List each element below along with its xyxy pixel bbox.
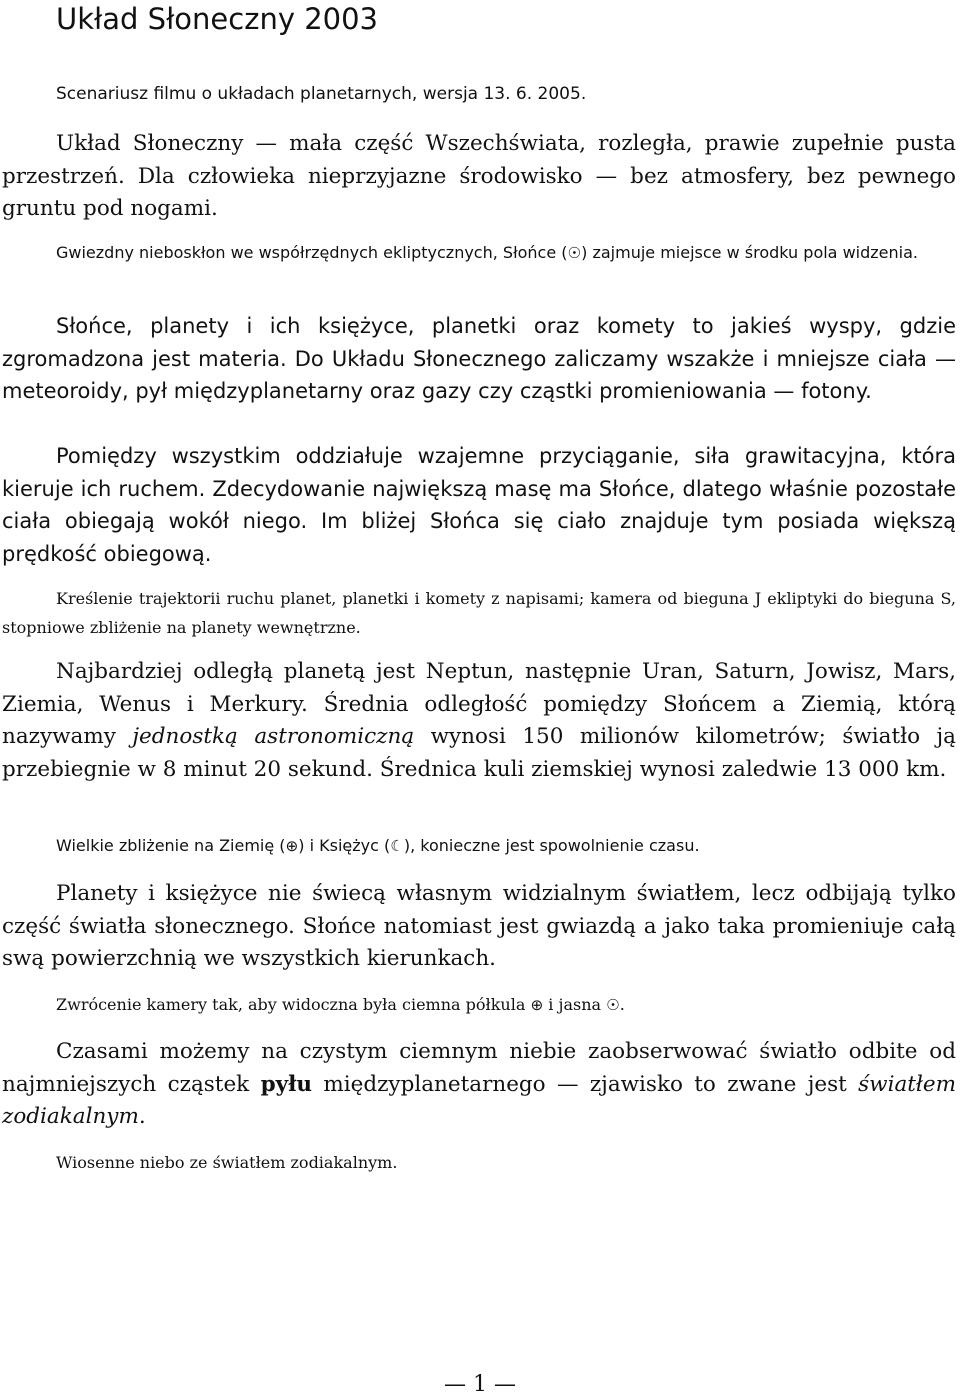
page-number: — 1 — (444, 1372, 516, 1397)
paragraph-intro: Układ Słoneczny — mała część Wszechświata, rozległa, prawie zupełnie pusta przestrzeń. Dla człowieka nieprzyjazne środowisko — bez atmosfery, bez pewnego gruntu pod nogami. (2, 131, 956, 221)
term-zodiacal-light: światłem zodiakalnym (2, 1071, 956, 1129)
paragraph-zodiacal-light (2, 1036, 956, 1134)
direction-text: ), konieczne jest spowolnienie czasu. (403, 836, 700, 855)
direction-trajectories: Kreślenie trajektorii ruchu planet, planetki i komety z napisami; kamera od bieguna J ekliptyki do bieguna S, stopniowe zbliżenie na planety wewnętrzne. (2, 589, 956, 637)
paragraph-text: . (138, 1104, 146, 1129)
direction-spring-sky: Wiosenne niebo ze światłem zodiakalnym. (56, 1153, 398, 1172)
sun-symbol-icon: ☉ (567, 244, 582, 262)
term-dust: pyłu (260, 1071, 312, 1097)
sun-symbol-icon: ☉ (606, 996, 620, 1014)
direction-text: i jasna (543, 995, 607, 1014)
earth-symbol-icon: ⊕ (285, 837, 299, 855)
direction-text: Zwrócenie kamery tak, aby widoczna była ciemna półkula (56, 995, 531, 1014)
paragraph-text: Najbardziej odległą planetą jest Neptun, następnie Uran, Saturn, Jowisz, Mars, Ziemia, Wenus i Merkury. Średnia odległość pomiędzy Słońcem a Ziemią, którą nazywamy (2, 659, 956, 749)
direction-text: ) zajmuje miejsce w środku pola widzenia. (581, 243, 918, 262)
paragraph-matter: Słońce, planety i ich księżyce, planetki oraz komety to jakieś wyspy, gdzie zgromadzona jest materia. Do Układu Słonecznego zaliczamy wszakże i mniejsze ciała — meteoroidy, pył międzyplanetarny oraz gazy czy cząstki promieniowania — fotony. (2, 314, 956, 403)
direction-text: Wielkie zbliżenie na Ziemię ( (56, 836, 286, 855)
earth-symbol-icon: ⊕ (530, 996, 544, 1014)
term-astronomical-unit: jednostką astronomiczną (132, 724, 415, 749)
direction-earth-moon (2, 831, 956, 861)
paragraph-distances (2, 656, 956, 786)
direction-text: Gwiezdny nieboskłon we współrzędnych ekliptycznych, Słońce ( (56, 243, 568, 262)
paragraph-text: wynosi 150 milionów kilometrów; światło ją przebiegnie w 8 minut 20 sekund. Średnica kuli ziemskiej wynosi zaledwie (2, 724, 956, 782)
paragraph-text: międzyplanetarnego — zjawisko to zwane jest (312, 1071, 859, 1097)
paragraph-gravity: Pomiędzy wszystkim oddziałuje wzajemne przyciąganie, siła grawitacyjna, która kieruje ich ruchem. Zdecydowanie największą masę ma Słońce, dlatego właśnie pozostałe ciała obiegają wokół niego. Im bliżej Słońca się ciało znajduje tym posiada większą prędkość obiegową. (2, 444, 956, 566)
paragraph-text: Czasami możemy na czystym ciemnym niebie zaobserwować światło odbite od najmniejszych cząstek (2, 1039, 956, 1097)
direction-text: ) i Księżyc ( (298, 836, 391, 855)
direction-sky (2, 238, 956, 268)
paragraph-light: Planety i księżyce nie świecą własnym widzialnym światłem, lecz odbijają tylko część światła słonecznego. Słońce natomiast jest gwiazdą a jako taka promieniuje całą swą powierzchnią we wszystkich kierunkach. (2, 881, 956, 971)
direction-text: . (619, 995, 625, 1014)
moon-symbol-icon: ☾ (390, 837, 404, 855)
earth-diameter: 13 000 km. (824, 756, 947, 782)
direction-camera-turn (2, 990, 956, 1020)
page-title: Układ Słoneczny 2003 (56, 2, 379, 36)
subtitle: Scenariusz filmu o układach planetarnych, wersja 13. 6. 2005. (56, 84, 587, 104)
